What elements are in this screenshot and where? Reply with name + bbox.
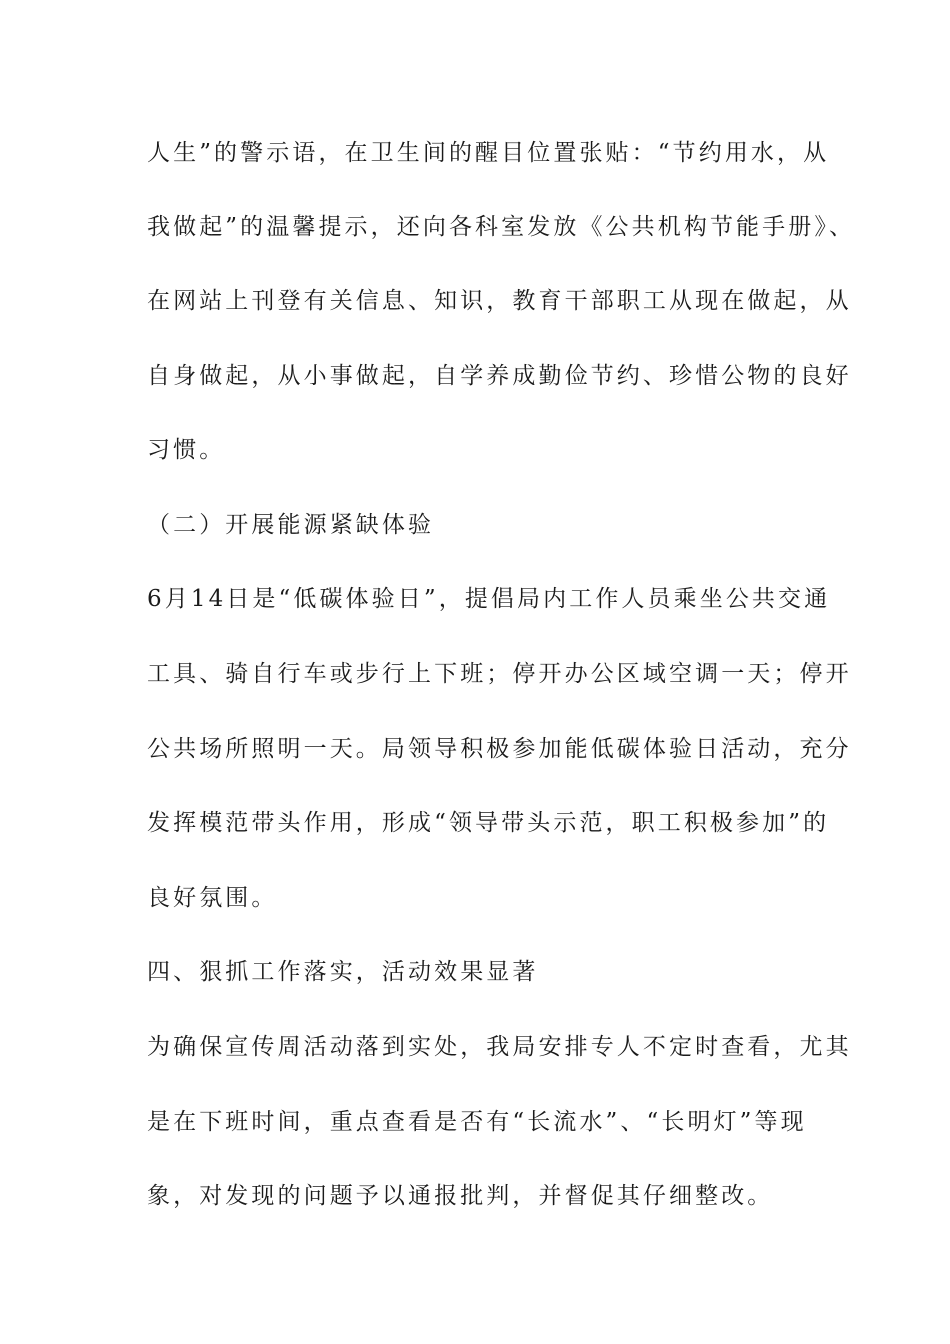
paragraph-line: 工具、骑自行车或步行上下班；停开办公区域空调一天；停开 [147,661,852,687]
paragraph-line: 6月14日是“低碳体验日”，提倡局内工作人员乘坐公共交通 [147,586,831,612]
paragraph-line: 发挥模范带头作用，形成“领导带头示范，职工积极参加”的 [147,810,830,836]
section-heading: 四、狠抓工作落实，活动效果显著 [147,959,539,985]
paragraph-line: 我做起”的温馨提示，还向各科室发放《公共机构节能手册》、 [147,214,856,240]
paragraph-line: 公共场所照明一天。局领导积极参加能低碳体验日活动，充分 [147,736,852,762]
paragraph-line: 在网站上刊登有关信息、知识，教育干部职工从现在做起，从 [147,288,852,314]
paragraph-line: 为确保宣传周活动落到实处，我局安排专人不定时查看，尤其 [147,1034,852,1060]
paragraph-line: 是在下班时间，重点查看是否有“长流水”、“长明灯”等现 [147,1109,807,1135]
paragraph-line: 习惯。 [147,437,226,463]
section-heading: （二）开展能源紧缺体验 [147,512,435,538]
paragraph-line: 良好氛围。 [147,885,278,911]
paragraph-line: 人生”的警示语，在卫生间的醒目位置张贴：“节约用水，从 [147,140,830,166]
paragraph-line: 自身做起，从小事做起，自学养成勤俭节约、珍惜公物的良好 [147,363,852,389]
paragraph-line: 象，对发现的问题予以通报批判，并督促其仔细整改。 [147,1183,774,1209]
